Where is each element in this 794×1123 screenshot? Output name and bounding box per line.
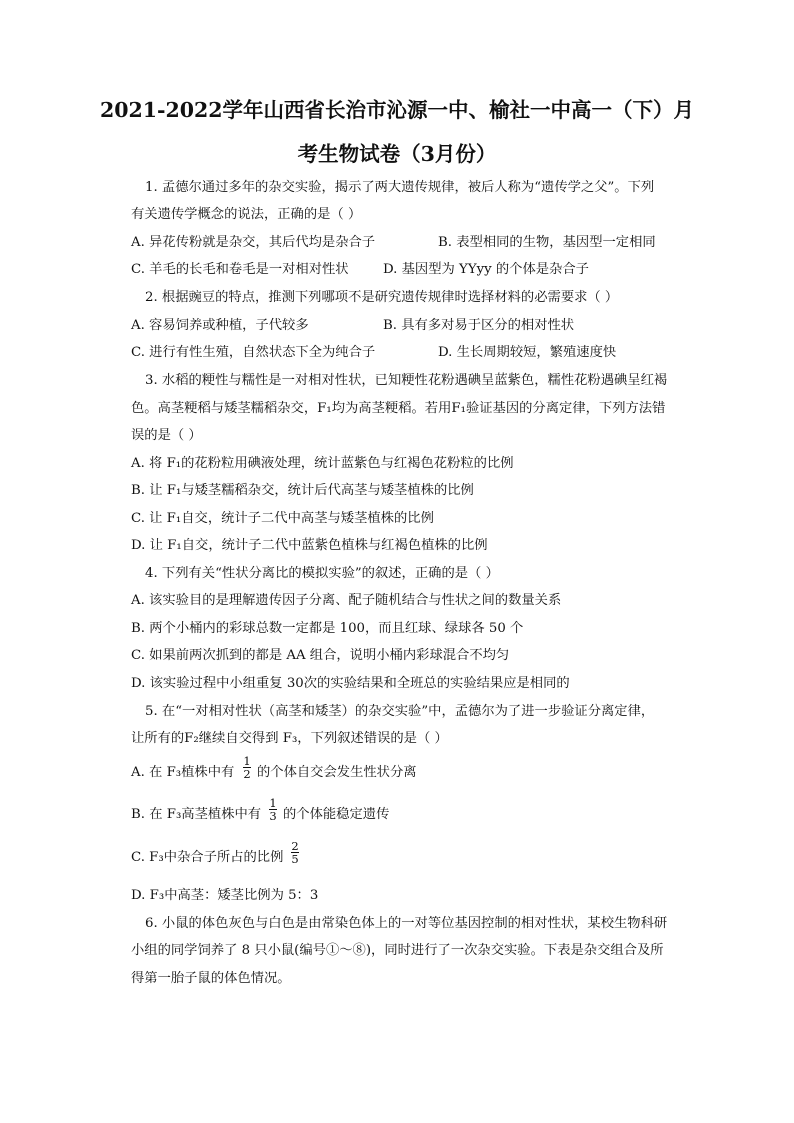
q5-stem-line2: 让所有的F₂继续自交得到 F₃，下列叙述错误的是（ ）: [131, 731, 448, 746]
q1-option-d: D. 基因型为 YYyy 的个体是杂合子: [383, 262, 589, 277]
q3-stem-line2: 色。高茎粳稻与矮茎糯稻杂交，F₁均为高茎粳稻。若用F₁验证基因的分离定律，下列方法错: [131, 401, 666, 416]
q5-stem-line1: 5. 在“一对相对性状（高茎和矮茎）的杂交实验”中，孟德尔为了进一步验证分离定律，: [145, 704, 655, 719]
q3-option-a: A. 将 F₁的花粉粒用碘液处理，统计蓝紫色与红褐色花粉粒的比例: [131, 456, 514, 471]
q6-stem-line1: 6. 小鼠的体色灰色与白色是由常染色体上的一对等位基因控制的相对性状，某校生物科研: [145, 916, 668, 931]
q1-option-a: A. 异花传粉就是杂交，其后代均是杂合子: [131, 235, 376, 250]
fraction-denominator: 5: [291, 852, 299, 866]
q2-option-b: B. 具有多对易于区分的相对性状: [383, 318, 575, 333]
q4-option-d: D. 该实验过程中小组重复 30次的实验结果和全班总的实验结果应是相同的: [131, 676, 570, 691]
q5-option-c-prefix: C. F₃中杂合子所占的比例: [131, 850, 284, 865]
q4-option-b: B. 两个小桶内的彩球总数一定都是 100，而且红球、绿球各 50 个: [131, 621, 524, 636]
exam-title-line1: 2021-2022学年山西省长治市沁源一中、榆社一中高一（下）月: [99, 98, 695, 122]
q1-option-b: B. 表型相同的生物，基因型一定相同: [438, 235, 656, 250]
fraction-denominator: 3: [269, 809, 277, 823]
q4-option-a: A. 该实验目的是理解遗传因子分离、配子随机结合与性状之间的数量关系: [131, 593, 562, 608]
fraction-denominator: 2: [243, 767, 251, 781]
q4-stem-line1: 4. 下列有关“性状分离比的模拟实验”的叙述，正确的是（ ）: [145, 566, 499, 581]
fraction-numerator: 2: [291, 839, 299, 853]
q1-stem-line1: 1. 孟德尔通过多年的杂交实验，揭示了两大遗传规律，被后人称为“遗传学之父”。下列: [145, 180, 655, 195]
q3-option-b: B. 让 F₁与矮茎糯稻杂交，统计后代高茎与矮茎植株的比例: [131, 483, 474, 498]
q3-option-c: C. 让 F₁自交，统计子二代中高茎与矮茎植株的比例: [131, 511, 434, 526]
q5-option-b-suffix: 的个体能稳定遗传: [283, 807, 390, 822]
q3-stem-line3: 误的是（ ）: [131, 428, 202, 443]
q5-option-c-fraction: [291, 840, 299, 865]
q3-option-d: D. 让 F₁自交，统计子二代中蓝紫色植株与红褐色植株的比例: [131, 538, 488, 553]
q6-stem-line3: 得第一胎子鼠的体色情况。: [131, 971, 291, 986]
q4-option-c: C. 如果前两次抓到的都是 AA 组合，说明小桶内彩球混合不均匀: [131, 648, 510, 663]
fraction-numerator: 1: [243, 754, 251, 768]
q2-stem-line1: 2. 根据豌豆的特点，推测下列哪项不是研究遗传规律时选择材料的必需要求（ ）: [145, 290, 619, 305]
q1-option-c: C. 羊毛的长毛和卷毛是一对相对性状: [131, 262, 349, 277]
q5-option-b-prefix: B. 在 F₃高茎植株中有: [131, 807, 262, 822]
q1-stem-line2: 有关遗传学概念的说法，正确的是（ ）: [131, 207, 362, 222]
q3-stem-line1: 3. 水稻的粳性与糯性是一对相对性状，已知粳性花粉遇碘呈蓝紫色，糯性花粉遇碘呈红褐: [145, 373, 668, 388]
q2-option-c: C. 进行有性生殖，自然状态下全为纯合子: [131, 345, 376, 360]
exam-title-line2: 考生物试卷（3月份）: [297, 142, 497, 166]
q2-option-d: D. 生长周期较短，繁殖速度快: [438, 345, 617, 360]
q5-option-b-fraction: [269, 797, 277, 822]
q5-option-a-prefix: A. 在 F₃植株中有: [131, 765, 235, 780]
q6-stem-line2: 小组的同学饲养了 8 只小鼠(编号①～⑧)，同时进行了一次杂交实验。下表是杂交组合及所: [131, 943, 664, 958]
q5-option-a-fraction: [243, 755, 251, 780]
q5-option-d: D. F₃中高茎：矮茎比例为 5：3: [131, 888, 319, 903]
fraction-numerator: 1: [269, 796, 277, 810]
q2-option-a: A. 容易饲养或种植，子代较多: [131, 318, 309, 333]
q5-option-a-suffix: 的个体自交会发生性状分离: [257, 765, 417, 780]
